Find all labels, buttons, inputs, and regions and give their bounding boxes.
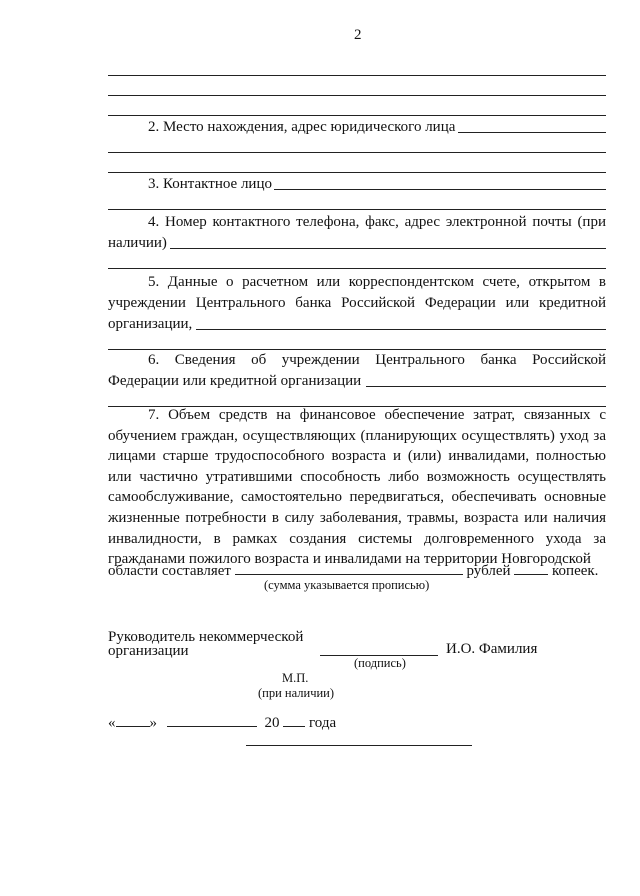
item-7-rubles: рублей	[466, 563, 511, 579]
blank-line[interactable]	[108, 75, 606, 76]
item-7-kopecks: копеек.	[552, 563, 599, 579]
bottom-signature-line[interactable]	[246, 745, 472, 746]
item-5-field[interactable]	[196, 329, 606, 330]
item-2-field[interactable]	[458, 132, 606, 133]
item-7-paragraph	[108, 405, 606, 570]
blank-line[interactable]	[108, 349, 606, 350]
item-4-field[interactable]	[170, 248, 606, 249]
amount-hint: (сумма указывается прописью)	[264, 578, 430, 592]
stamp-hint: (при наличии)	[258, 686, 335, 700]
day-field[interactable]	[116, 714, 150, 727]
signature-hint: (подпись)	[354, 656, 406, 670]
date-open-quote: «	[108, 715, 116, 731]
item-3-label: 3. Контактное лицо	[148, 176, 272, 192]
item-7-prefix: области составляет	[108, 563, 231, 579]
year-suffix: года	[309, 715, 337, 731]
item-5-label-line3: организации,	[108, 316, 193, 332]
year-field[interactable]	[283, 714, 305, 727]
blank-line[interactable]	[108, 172, 606, 173]
date-close-quote: »	[149, 715, 157, 731]
blank-line[interactable]	[108, 268, 606, 269]
item-6-label-line2: Федерации или кредитной организации	[108, 373, 362, 389]
item-6-field[interactable]	[366, 386, 606, 387]
year-prefix: 20	[264, 715, 280, 731]
item-5-label-line2: учреждении Центрального банка Российской Федерации или кредитной	[108, 295, 606, 311]
kopecks-field[interactable]	[514, 562, 548, 575]
head-title-line2: организации	[108, 643, 189, 659]
blank-line[interactable]	[108, 152, 606, 153]
item-4-label-line2: наличии)	[108, 235, 167, 251]
stamp-label: М.П.	[282, 671, 309, 685]
item-5-label-line1: 5. Данные о расчетном или корреспондентском счете, открытом в	[148, 274, 606, 290]
head-name: И.О. Фамилия	[446, 641, 538, 657]
blank-line[interactable]	[108, 209, 606, 210]
item-6-label-line1: 6. Сведения об учреждении Центрального банка Российской	[148, 352, 606, 368]
item-7-text: 7. Объем средств на финансовое обеспечение затрат, связанных с обучением граждан, осуществляющих (планирующих осуществлять) уход за лицами старше трудоспособного возраста и (или) инвалидами, полностью или частично утратившими способность либо возможность осуществлять самообслуживание, самостоятельно передвигаться, обеспечивать основные жизненные потребности в силу заболевания, травмы, возраста или наличия инвалидности, в рамках создания системы долговременного ухода за гражданами пожилого возраста и инвалидами на территории Новгородской	[108, 407, 606, 568]
page-number: 2	[354, 27, 362, 43]
blank-line[interactable]	[108, 95, 606, 96]
head-title-line1: Руководитель некоммерческой	[108, 629, 304, 645]
amount-words-field[interactable]	[235, 562, 463, 575]
month-field[interactable]	[167, 714, 257, 727]
blank-line[interactable]	[108, 115, 606, 116]
item-4-label-line1: 4. Номер контактного телефона, факс, адрес электронной почты (при	[148, 214, 606, 230]
item-3-field[interactable]	[274, 189, 606, 190]
date-line	[108, 714, 336, 732]
item-2-label: 2. Место нахождения, адрес юридического лица	[148, 119, 456, 135]
